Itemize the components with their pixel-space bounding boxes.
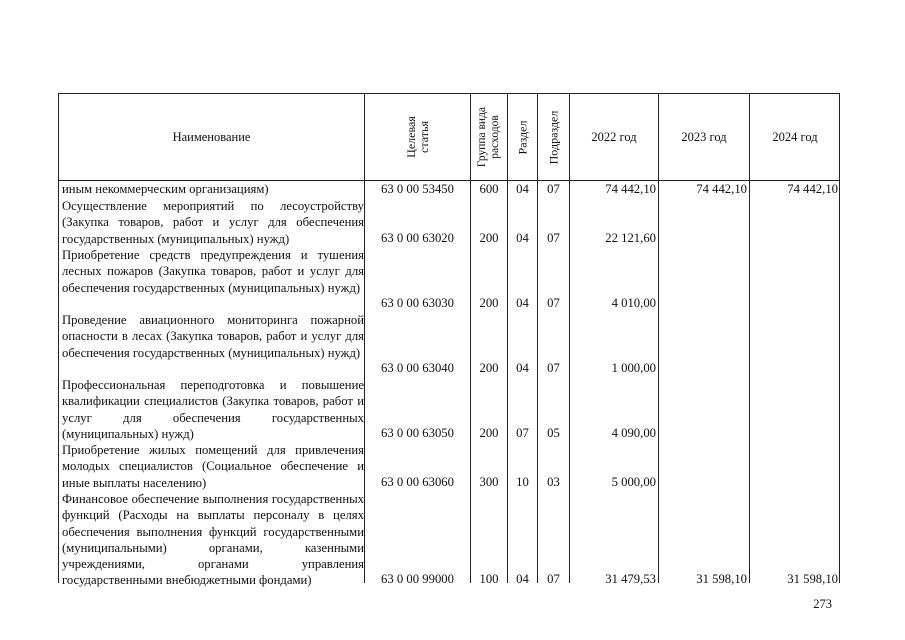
row-section: 10	[516, 475, 529, 489]
row-subsection: 07	[547, 182, 560, 196]
row-value-2023: 74 442,10	[696, 182, 747, 196]
row-expense-group: 100	[479, 572, 499, 586]
body-divider	[658, 181, 659, 583]
row-target-article: 63 0 00 53450	[381, 182, 454, 196]
body-divider	[58, 181, 59, 583]
header-target-article: Целевая статья	[403, 116, 431, 158]
header-2022: 2022 год	[591, 129, 637, 144]
row-subsection: 05	[547, 426, 560, 440]
row-name: иным некоммерческим организациям)	[62, 182, 269, 196]
row-value-2022: 31 479,53	[605, 572, 656, 586]
row-section: 07	[516, 426, 529, 440]
row-value-2022: 4 010,00	[611, 296, 656, 310]
row-value-2023: 31 598,10	[696, 572, 747, 586]
row-subsection: 07	[547, 572, 560, 586]
header-section: Раздел	[515, 120, 529, 154]
header-name: Наименование	[172, 129, 251, 144]
page-number: 273	[813, 597, 832, 611]
row-target-article: 63 0 00 63030	[381, 296, 454, 310]
row-expense-group: 300	[479, 475, 499, 489]
row-expense-group: 200	[479, 361, 499, 375]
row-expense-group: 200	[479, 296, 499, 310]
row-name: Приобретение средств предупреждения и тушения лесных пожаров (Закупка товаров, работ и услуг для обеспечения государственных (муниципальных) нужд)	[62, 248, 364, 295]
row-value-2022: 1 000,00	[611, 361, 656, 375]
row-target-article: 63 0 00 63060	[381, 475, 454, 489]
header-subsection: Подраздел	[546, 110, 560, 164]
row-target-article: 63 0 00 63020	[381, 231, 454, 245]
row-section: 04	[516, 296, 529, 310]
row-value-2024: 31 598,10	[787, 572, 838, 586]
row-target-article: 63 0 00 63050	[381, 426, 454, 440]
row-expense-group: 200	[479, 426, 499, 440]
row-section: 04	[516, 361, 529, 375]
header-expense-group: Группа вида расходов	[476, 106, 501, 168]
row-section: 04	[516, 572, 529, 586]
row-section: 04	[516, 182, 529, 196]
row-name: Проведение авиационного мониторинга пожарной опасности в лесах (Закупка товаров, работ и услуг для обеспечения государственных (муниципальных) нужд)	[62, 313, 364, 360]
row-subsection: 07	[547, 296, 560, 310]
row-section: 04	[516, 231, 529, 245]
row-value-2022: 5 000,00	[611, 475, 656, 489]
row-expense-group: 200	[479, 231, 499, 245]
row-name: Приобретение жилых помещений для привлечения молодых специалистов (Социальное обеспечение и иные выплаты населению)	[62, 443, 364, 490]
row-target-article: 63 0 00 99000	[381, 572, 454, 586]
row-expense-group: 600	[479, 182, 499, 196]
row-target-article: 63 0 00 63040	[381, 361, 454, 375]
row-subsection: 03	[547, 475, 560, 489]
row-value-2022: 22 121,60	[605, 231, 656, 245]
body-divider	[839, 181, 840, 583]
header-2024: 2024 год	[772, 129, 818, 144]
row-subsection: 07	[547, 231, 560, 245]
row-name: Финансовое обеспечение выполнения государственных функций (Расходы на выплаты персоналу в целях обеспечения выполнения функций государственными (муниципальными) органами, казенными учреждениями, органами управления государственными внебюджетными фондами)	[62, 492, 364, 588]
row-subsection: 07	[547, 361, 560, 375]
row-value-2022: 4 090,00	[611, 426, 656, 440]
body-divider	[749, 181, 750, 583]
row-name: Осуществление мероприятий по лесоустройству (Закупка товаров, работ и услуг для обеспечения государственных (муниципальных) нужд)	[62, 199, 364, 246]
header-2023: 2023 год	[681, 129, 727, 144]
row-name: Профессиональная переподготовка и повышение квалификации специалистов (Закупка товаров, работ и услуг для обеспечения государственных (муниципальных) нужд)	[62, 378, 364, 441]
row-value-2024: 74 442,10	[787, 182, 838, 196]
row-value-2022: 74 442,10	[605, 182, 656, 196]
